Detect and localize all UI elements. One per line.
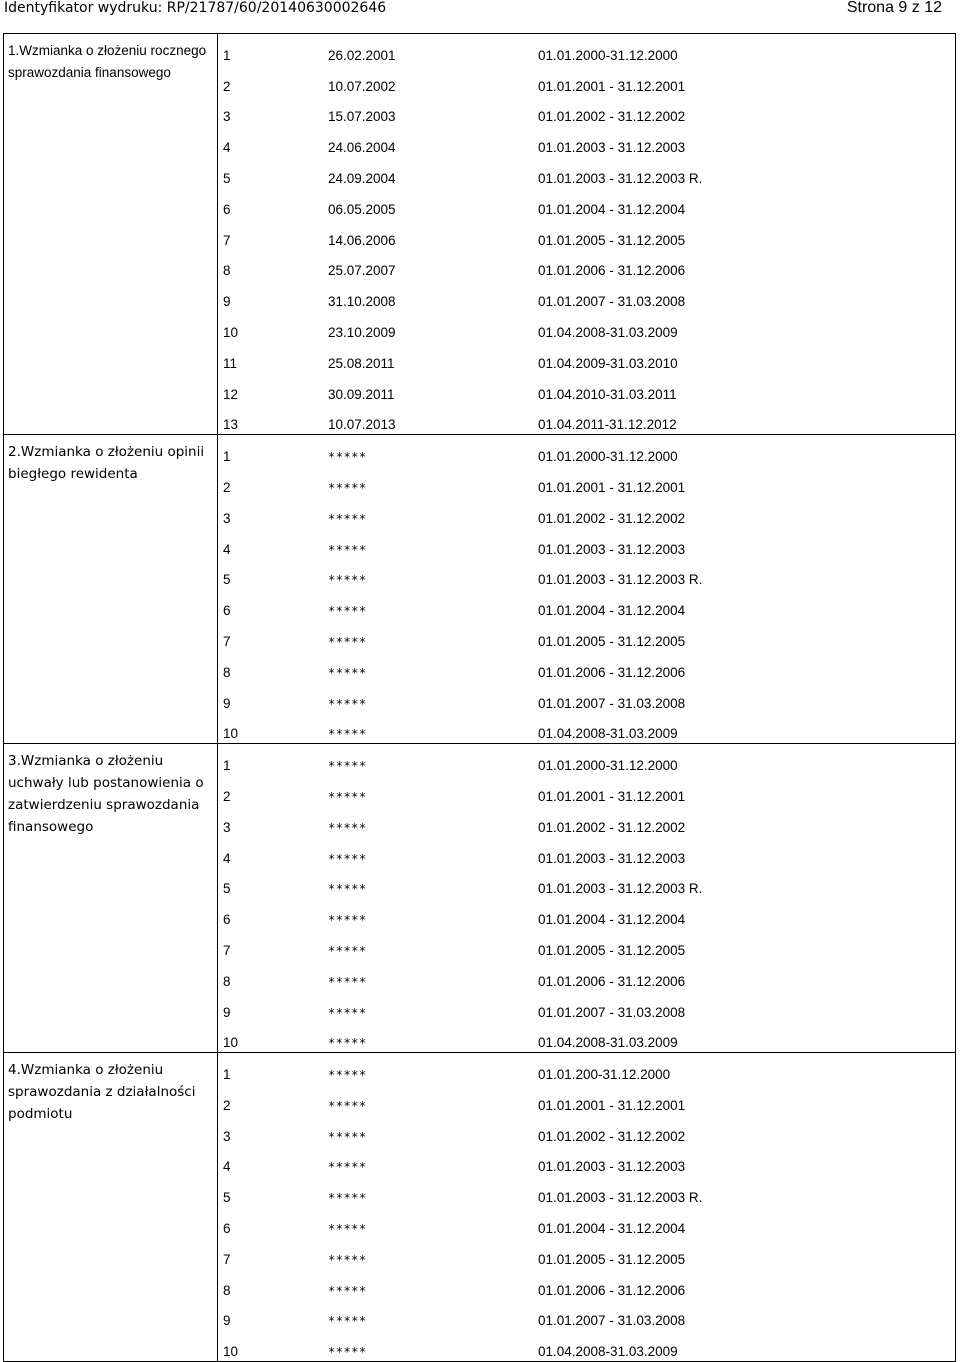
entry-row [218, 34, 955, 65]
section-label: 1.Wzmianka o złożeniu rocznego sprawozdania finansowego [4, 34, 218, 435]
entry-number: 3 [223, 510, 231, 526]
entry-period: 01.01.2003 - 31.12.2003 R. [538, 1190, 703, 1206]
page-number: Strona 9 z 12 [846, 0, 942, 16]
entry-row [218, 1146, 955, 1177]
entry-period: 01.04.2008-31.03.2009 [538, 726, 678, 742]
entry-number: 2 [223, 479, 231, 495]
entry-period: 01.04.2009-31.03.2010 [538, 355, 678, 371]
entry-number: 8 [223, 664, 231, 680]
entry-number: 7 [223, 232, 231, 248]
entry-period: 01.01.2003 - 31.12.2003 R. [538, 170, 703, 186]
entry-row [218, 744, 955, 775]
entry-date: ***** [328, 1252, 367, 1267]
entry-number: 7 [223, 633, 231, 649]
entry-date: ***** [328, 1098, 367, 1113]
entry-period: 01.04.2011-31.12.2012 [538, 417, 677, 433]
entry-date: ***** [328, 542, 367, 557]
entry-number: 4 [223, 541, 231, 557]
entry-number: 3 [223, 819, 231, 835]
entry-number: 9 [223, 1004, 231, 1020]
entry-date: ***** [328, 727, 367, 742]
entry-number: 9 [223, 294, 231, 310]
entry-row [218, 1176, 955, 1207]
entry-period: 01.01.2006 - 31.12.2006 [538, 263, 686, 279]
section-row [4, 435, 956, 744]
entry-row [218, 1300, 955, 1331]
entry-row [218, 589, 955, 620]
entry-date: ***** [328, 1222, 367, 1237]
entry-date: ***** [328, 1005, 367, 1020]
entry-number: 10 [223, 1344, 239, 1360]
entry-period: 01.01.2003 - 31.12.2003 R. [538, 572, 703, 588]
section-entries [218, 34, 956, 435]
entry-number: 2 [223, 78, 231, 94]
entry-row [218, 65, 955, 96]
entry-row [218, 1269, 955, 1300]
entry-date: ***** [328, 913, 367, 928]
entry-row [218, 250, 955, 281]
section-label: 3.Wzmianka o złożeniu uchwały lub postanowienia o zatwierdzeniu sprawozdania finansowego [4, 744, 218, 1053]
entry-number: 6 [223, 603, 231, 619]
entry-period: 01.01.2002 - 31.12.2002 [538, 510, 686, 526]
entry-date: 14.06.2006 [328, 232, 396, 248]
entry-date: 10.07.2013 [328, 417, 396, 433]
entry-period: 01.01.2001 - 31.12.2001 [538, 78, 686, 94]
entry-row [218, 435, 955, 466]
section-row [4, 744, 956, 1053]
entry-row [218, 497, 955, 528]
entry-date: ***** [328, 1314, 367, 1329]
entry-period: 01.01.2007 - 31.03.2008 [538, 1004, 686, 1020]
entry-period: 01.01.2006 - 31.12.2006 [538, 664, 686, 680]
entry-period: 01.01.2004 - 31.12.2004 [538, 201, 686, 217]
entry-date: ***** [328, 1345, 367, 1360]
entry-number: 10 [223, 1035, 239, 1051]
entry-number: 1 [223, 1067, 231, 1083]
entry-date: ***** [328, 450, 367, 465]
entry-period: 01.01.200-31.12.2000 [538, 1067, 671, 1083]
filings-table [3, 33, 956, 1362]
entry-date: 26.02.2001 [328, 47, 396, 63]
entry-date: ***** [328, 1068, 367, 1083]
entry-date: ***** [328, 696, 367, 711]
entry-row [218, 898, 955, 929]
entry-date: 24.06.2004 [328, 140, 396, 156]
entry-row [218, 126, 955, 157]
entry-date: 31.10.2008 [328, 294, 396, 310]
entry-date: ***** [328, 820, 367, 835]
entry-date: ***** [328, 665, 367, 680]
entry-row [218, 219, 955, 250]
entry-row [218, 96, 955, 127]
entry-row [218, 1022, 955, 1053]
entry-date: 24.09.2004 [328, 170, 396, 186]
section-entries [218, 1053, 956, 1362]
entry-number: 2 [223, 1097, 231, 1113]
entry-row [218, 1330, 955, 1361]
entry-row [218, 466, 955, 497]
entry-date: 23.10.2009 [328, 324, 396, 340]
entry-row [218, 1053, 955, 1084]
entry-period: 01.01.2005 - 31.12.2005 [538, 1251, 686, 1267]
entry-date: 15.07.2003 [328, 109, 396, 125]
entry-row [218, 620, 955, 651]
entry-period: 01.01.2006 - 31.12.2006 [538, 973, 686, 989]
entry-number: 5 [223, 881, 231, 897]
entry-period: 01.01.2001 - 31.12.2001 [538, 479, 686, 495]
entry-number: 1 [223, 449, 231, 465]
section-entries [218, 744, 956, 1053]
entry-date: ***** [328, 480, 367, 495]
entry-number: 4 [223, 850, 231, 866]
entry-row [218, 651, 955, 682]
entry-date: ***** [328, 1036, 367, 1051]
entry-period: 01.01.2004 - 31.12.2004 [538, 1221, 686, 1237]
entry-date: 06.05.2005 [328, 201, 396, 217]
entry-row [218, 528, 955, 559]
entry-number: 5 [223, 1190, 231, 1206]
entry-period: 01.01.2004 - 31.12.2004 [538, 912, 686, 928]
entry-number: 6 [223, 912, 231, 928]
entry-row [218, 806, 955, 837]
entry-number: 7 [223, 1251, 231, 1267]
section-label: 4.Wzmianka o złożeniu sprawozdania z działalności podmiotu [4, 1053, 218, 1362]
entry-row [218, 991, 955, 1022]
entry-row [218, 1207, 955, 1238]
entry-period: 01.01.2001 - 31.12.2001 [538, 788, 686, 804]
section-row [4, 1053, 956, 1362]
entry-period: 01.01.2006 - 31.12.2006 [538, 1282, 686, 1298]
entry-period: 01.01.2003 - 31.12.2003 [538, 1159, 686, 1175]
entry-date: 25.08.2011 [328, 355, 395, 371]
entry-period: 01.04.2008-31.03.2009 [538, 324, 678, 340]
entry-period: 01.01.2007 - 31.03.2008 [538, 294, 686, 310]
entry-number: 11 [223, 355, 238, 371]
entry-row [218, 1238, 955, 1269]
entry-number: 13 [223, 417, 239, 433]
entry-number: 8 [223, 263, 231, 279]
entry-number: 4 [223, 140, 231, 156]
entry-date: ***** [328, 604, 367, 619]
entry-date: ***** [328, 1129, 367, 1144]
print-header [0, 0, 960, 21]
entry-row [218, 868, 955, 899]
entry-number: 8 [223, 1282, 231, 1298]
entry-number: 9 [223, 695, 231, 711]
entry-row [218, 280, 955, 311]
entry-period: 01.01.2007 - 31.03.2008 [538, 1313, 686, 1329]
entry-row [218, 373, 955, 404]
entry-number: 10 [223, 726, 239, 742]
entry-number: 5 [223, 170, 231, 186]
entry-number: 12 [223, 386, 239, 402]
entry-period: 01.01.2003 - 31.12.2003 [538, 541, 686, 557]
entry-date: ***** [328, 1283, 367, 1298]
entry-row [218, 713, 955, 744]
entry-period: 01.01.2005 - 31.12.2005 [538, 633, 686, 649]
entry-number: 7 [223, 942, 231, 958]
entry-period: 01.01.2002 - 31.12.2002 [538, 819, 686, 835]
entry-row [218, 775, 955, 806]
entry-period: 01.01.2003 - 31.12.2003 [538, 140, 686, 156]
entry-number: 3 [223, 109, 231, 125]
section-row [4, 34, 956, 435]
entry-row [218, 157, 955, 188]
entry-row [218, 342, 955, 373]
entry-date: ***** [328, 789, 367, 804]
entry-date: 30.09.2011 [328, 386, 395, 402]
entry-period: 01.01.2003 - 31.12.2003 R. [538, 881, 703, 897]
entry-date: ***** [328, 1191, 367, 1206]
entry-date: ***** [328, 943, 367, 958]
entry-date: ***** [328, 1160, 367, 1175]
entry-date: ***** [328, 759, 367, 774]
entry-number: 9 [223, 1313, 231, 1329]
entry-row [218, 837, 955, 868]
entry-period: 01.01.2005 - 31.12.2005 [538, 942, 686, 958]
entry-number: 1 [223, 758, 231, 774]
entry-row [218, 311, 955, 342]
entry-row [218, 929, 955, 960]
entry-date: ***** [328, 634, 367, 649]
entry-number: 3 [223, 1128, 231, 1144]
entry-period: 01.01.2000-31.12.2000 [538, 449, 678, 465]
print-identifier: Identyfikator wydruku: RP/21787/60/20140630002646 [4, 0, 387, 16]
entry-number: 1 [223, 47, 231, 63]
entry-date: ***** [328, 511, 367, 526]
entry-date: ***** [328, 573, 367, 588]
entry-period: 01.01.2000-31.12.2000 [538, 758, 678, 774]
entry-period: 01.01.2002 - 31.12.2002 [538, 109, 686, 125]
entry-period: 01.01.2001 - 31.12.2001 [538, 1097, 686, 1113]
entry-row [218, 559, 955, 590]
entry-period: 01.04.2008-31.03.2009 [538, 1035, 678, 1051]
entry-period: 01.01.2000-31.12.2000 [538, 47, 678, 63]
entry-row [218, 1115, 955, 1146]
entry-date: 10.07.2002 [328, 78, 396, 94]
entry-period: 01.01.2007 - 31.03.2008 [538, 695, 686, 711]
entry-row [218, 960, 955, 991]
entry-period: 01.04.2010-31.03.2011 [538, 386, 677, 402]
entry-period: 01.01.2004 - 31.12.2004 [538, 603, 686, 619]
entry-number: 6 [223, 201, 231, 217]
entry-date: ***** [328, 974, 367, 989]
entry-number: 4 [223, 1159, 231, 1175]
section-entries [218, 435, 956, 744]
entry-date: ***** [328, 882, 367, 897]
entry-row [218, 404, 955, 435]
entry-date: ***** [328, 851, 367, 866]
entry-row [218, 1084, 955, 1115]
entry-date: 25.07.2007 [328, 263, 396, 279]
entry-period: 01.04.2008-31.03.2009 [538, 1344, 678, 1360]
entry-number: 2 [223, 788, 231, 804]
entry-period: 01.01.2002 - 31.12.2002 [538, 1128, 686, 1144]
entry-period: 01.01.2005 - 31.12.2005 [538, 232, 686, 248]
entry-number: 10 [223, 324, 239, 340]
entry-row [218, 682, 955, 713]
section-label: 2.Wzmianka o złożeniu opinii biegłego rewidenta [4, 435, 218, 744]
entry-number: 5 [223, 572, 231, 588]
entry-number: 6 [223, 1221, 231, 1237]
entry-number: 8 [223, 973, 231, 989]
entry-period: 01.01.2003 - 31.12.2003 [538, 850, 686, 866]
entry-row [218, 188, 955, 219]
